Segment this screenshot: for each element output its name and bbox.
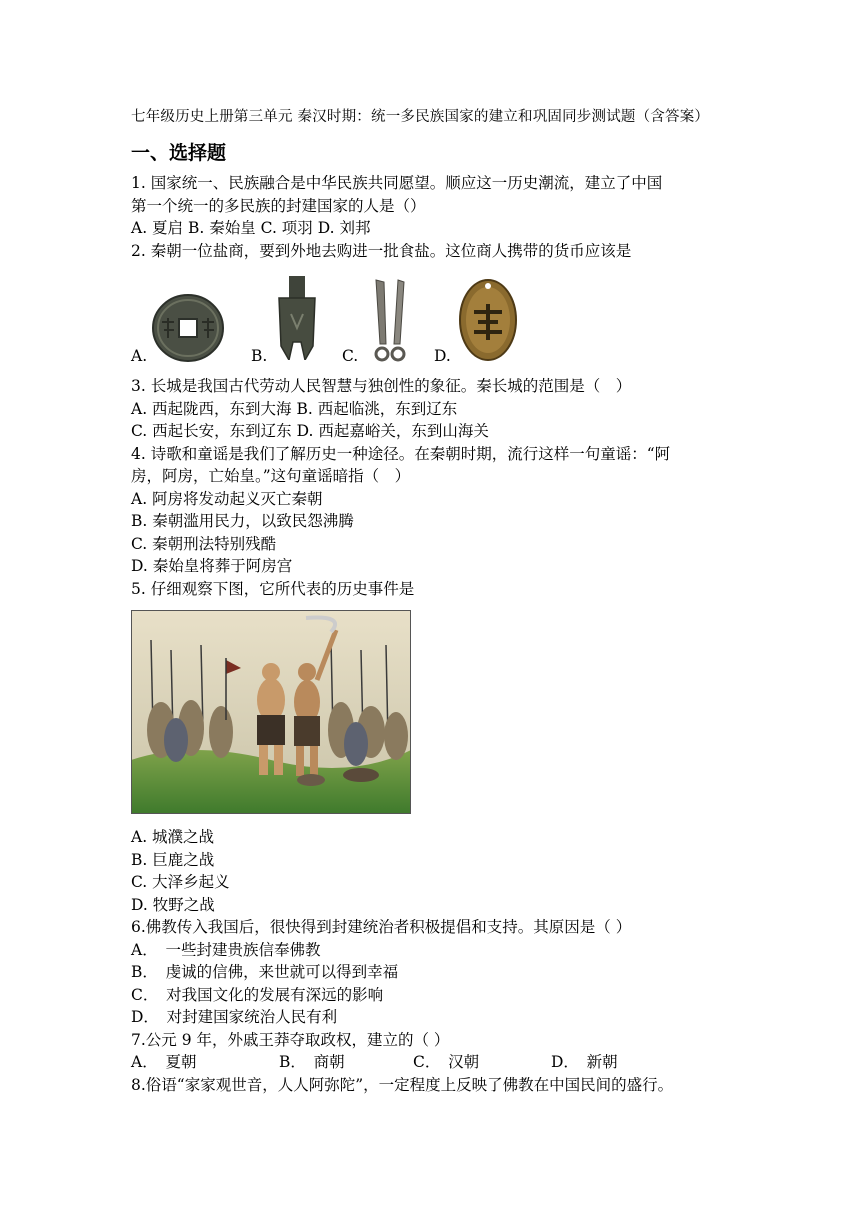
q8-stem: 8.俗语“家家观世音，人人阿弥陀”，一定程度上反映了佛教在中国民间的盛行。 xyxy=(131,1076,674,1094)
q6-stem: 6.佛教传入我国后，很快得到封建统治者积极提倡和支持。其原因是（ ） xyxy=(131,918,632,936)
q3-stem: 3. 长城是我国古代劳动人民智慧与独创性的象征。秦长城的范围是（ ） xyxy=(131,377,632,395)
q5-stem: 5. 仔细观察下图，它所代表的历史事件是 xyxy=(131,580,415,598)
ant-nose-coin-icon xyxy=(456,276,520,362)
q2-label-a: A. xyxy=(131,347,148,365)
q6-option-c: C． 对我国文化的发展有深远的影响 xyxy=(131,986,384,1004)
uprising-painting-image xyxy=(131,610,411,814)
q5-option-a: A. 城濮之战 xyxy=(131,828,215,846)
q4-option-a: A. 阿房将发动起义灭亡秦朝 xyxy=(131,490,323,508)
q5-option-c: C. 大泽乡起义 xyxy=(131,873,230,891)
knife-coin-icon xyxy=(368,278,412,364)
round-coin-with-square-hole-icon xyxy=(150,292,226,364)
q3-options-row2: C. 西起长安，东到辽东 D. 西起嘉峪关，东到山海关 xyxy=(131,422,489,440)
q6-option-d: D． 对封建国家统治人民有利 xyxy=(131,1008,338,1026)
q2-label-b: B. xyxy=(251,347,268,365)
document-title: 七年级历史上册第三单元 秦汉时期：统一多民族国家的建立和巩固同步测试题（含答案） xyxy=(131,109,710,125)
spade-coin-icon xyxy=(275,276,319,360)
section-heading: 一、选择题 xyxy=(131,142,227,164)
q3-options-row1: A. 西起陇西，东到大海 B. 西起临洮，东到辽东 xyxy=(131,400,458,418)
q6-option-b: B． 虔诚的信佛，来世就可以得到幸福 xyxy=(131,963,399,981)
q1-options: A. 夏启 B. 秦始皇 C. 项羽 D. 刘邦 xyxy=(131,219,371,237)
q7-option-b: B． 商朝 xyxy=(279,1053,345,1071)
q7-option-a: A． 夏朝 xyxy=(131,1053,197,1071)
q1-stem-line1: 1. 国家统一、民族融合是中华民族共同愿望。顺应这一历史潮流，建立了中国 xyxy=(131,174,663,192)
q4-stem-line2: 房，阿房，亡始皇。”这句童谣暗指（ ） xyxy=(131,467,411,485)
q4-option-d: D. 秦始皇将葬于阿房宫 xyxy=(131,557,293,575)
q2-label-d: D. xyxy=(434,347,451,365)
q2-stem: 2. 秦朝一位盐商，要到外地去购进一批食盐。这位商人携带的货币应该是 xyxy=(131,242,632,260)
q7-option-d: D． 新朝 xyxy=(551,1053,618,1071)
q7-stem: 7.公元 9 年，外戚王莽夺取政权，建立的（ ） xyxy=(131,1031,450,1049)
q2-label-c: C. xyxy=(342,347,359,365)
q1-stem-line2: 第一个统一的多民族的封建国家的人是（） xyxy=(131,197,426,215)
q7-option-c: C． 汉朝 xyxy=(413,1053,480,1071)
q4-stem-line1: 4. 诗歌和童谣是我们了解历史一种途径。在秦朝时期，流行这样一句童谣：“阿 xyxy=(131,445,671,463)
q5-option-b: B. 巨鹿之战 xyxy=(131,851,215,869)
q6-option-a: A． 一些封建贵族信奉佛教 xyxy=(131,941,321,959)
q5-option-d: D. 牧野之战 xyxy=(131,896,215,914)
q4-option-c: C. 秦朝刑法特别残酷 xyxy=(131,535,277,553)
q4-option-b: B. 秦朝滥用民力，以致民怨沸腾 xyxy=(131,512,354,530)
